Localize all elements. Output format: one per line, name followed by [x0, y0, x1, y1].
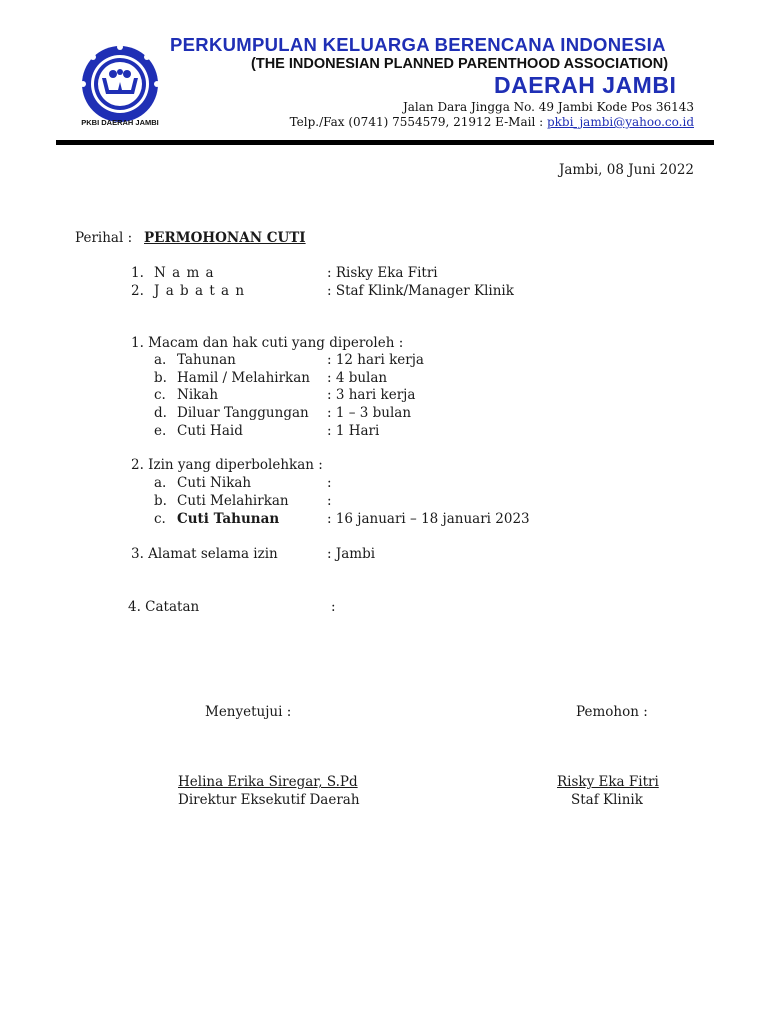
approver-label: Menyetujui : — [205, 704, 292, 720]
list-item-value: : 4 bulan — [327, 370, 388, 386]
list-item-letter: b. — [154, 370, 167, 386]
list-item-letter: a. — [154, 352, 167, 368]
email-link[interactable]: pkbi_jambi@yahoo.co.id — [546, 115, 694, 129]
approver-name: Helina Erika Siregar, S.Pd — [178, 774, 358, 790]
header-divider — [56, 140, 714, 145]
identity-num: 1. — [131, 265, 144, 281]
list-item-label: Hamil / Melahirkan — [177, 370, 310, 386]
list-item-label: Diluar Tanggungan — [177, 405, 309, 421]
identity-label: J a b a t a n — [154, 283, 246, 299]
address-during-leave-value: : Jambi — [327, 546, 376, 562]
list-item-value: : 12 hari kerja — [327, 352, 424, 368]
section-title: 2. Izin yang diperbolehkan : — [131, 457, 323, 473]
identity-value: : Risky Eka Fitri — [327, 265, 438, 281]
list-item-value: : 3 hari kerja — [327, 387, 416, 403]
org-name: PERKUMPULAN KELUARGA BERENCANA INDONESIA — [170, 34, 666, 55]
notes-label: 4. Catatan — [128, 599, 200, 615]
identity-label: N a m a — [154, 265, 215, 281]
contact-line — [290, 115, 694, 129]
identity-num: 2. — [131, 283, 144, 299]
list-item-label: Cuti Haid — [177, 423, 243, 439]
subject-label: Perihal : — [75, 230, 133, 246]
list-item-label: Tahunan — [177, 352, 236, 368]
letter-date: Jambi, 08 Juni 2022 — [558, 162, 694, 178]
list-item-letter: c. — [154, 387, 166, 403]
list-item-label: Cuti Melahirkan — [177, 493, 289, 509]
list-item-value: : 16 januari – 18 januari 2023 — [327, 511, 530, 527]
org-english-text: THE INDONESIAN PLANNED PARENTHOOD ASSOCIATION) — [255, 56, 669, 72]
list-item-label: Cuti Tahunan — [177, 511, 280, 527]
address: Jalan Dara Jingga No. 49 Jambi Kode Pos 36143 — [402, 100, 694, 114]
list-item-value: : 1 Hari — [327, 423, 380, 439]
list-item-value: : — [327, 475, 332, 491]
subject: PERMOHONAN CUTI — [144, 230, 306, 246]
address-during-leave-label: 3. Alamat selama izin — [131, 546, 278, 562]
list-item-label: Nikah — [177, 387, 219, 403]
applicant-name: Risky Eka Fitri — [557, 774, 659, 790]
org-english-paren: ( — [251, 56, 256, 72]
list-item-letter: d. — [154, 405, 167, 421]
contact-prefix: Telp./Fax (0741) 7554579, 21912 E-Mail : — [289, 115, 547, 129]
section-title: 1. Macam dan hak cuti yang diperoleh : — [131, 335, 404, 351]
list-item-letter: a. — [154, 475, 167, 491]
notes-value: : — [331, 599, 336, 615]
list-item-label: Cuti Nikah — [177, 475, 252, 491]
list-item-letter: b. — [154, 493, 167, 509]
identity-value: : Staf Klink/Manager Klinik — [327, 283, 514, 299]
applicant-title: Staf Klinik — [571, 792, 643, 808]
list-item-value: : — [327, 493, 332, 509]
org-english-name — [251, 56, 668, 72]
list-item-value: : 1 – 3 bulan — [327, 405, 412, 421]
approver-title: Direktur Eksekutif Daerah — [178, 792, 360, 808]
list-item-letter: c. — [154, 511, 166, 527]
applicant-label: Pemohon : — [576, 704, 648, 720]
logo-caption: PKBI DAERAH JAMBI — [81, 118, 159, 127]
region-name: DAERAH JAMBI — [494, 72, 677, 98]
list-item-letter: e. — [154, 423, 167, 439]
